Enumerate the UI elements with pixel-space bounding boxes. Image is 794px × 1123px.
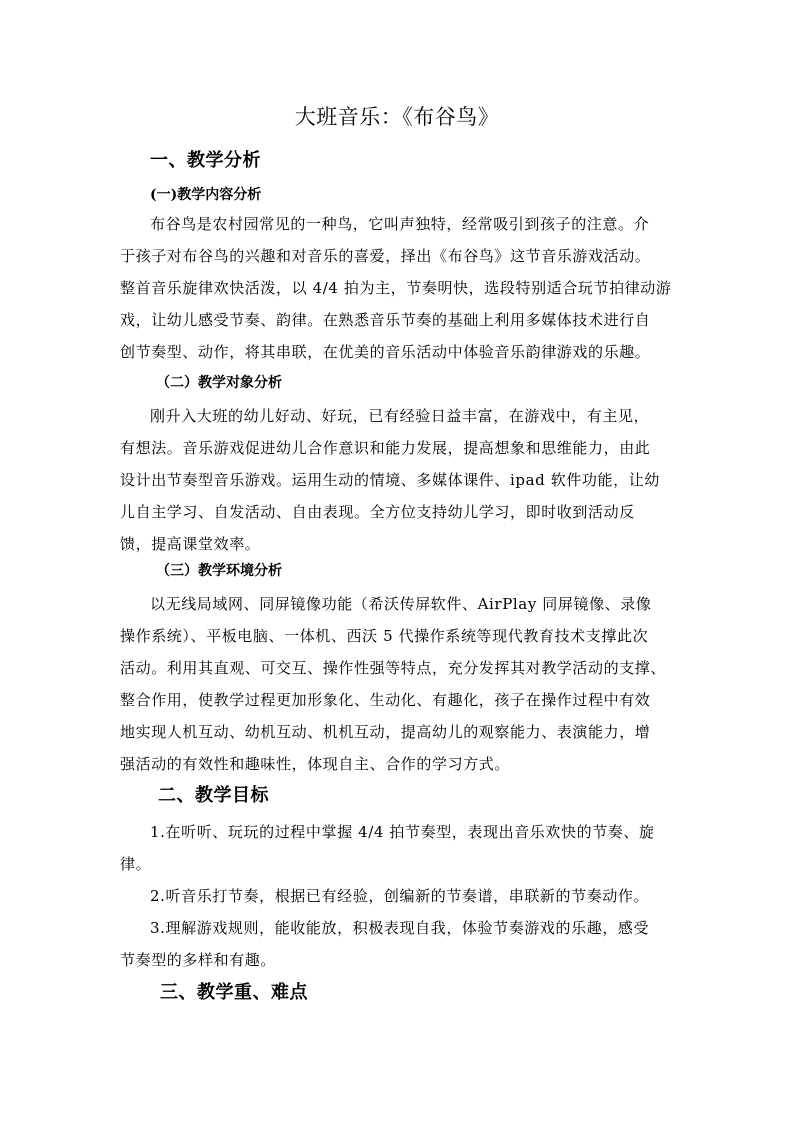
section-heading-teaching-goals: 二、教学目标 bbox=[158, 785, 269, 806]
goal-line: 2.听音乐打节奏，根据已有经验，创编新的节奏谱，串联新的节奏动作。 bbox=[150, 887, 650, 905]
subsection-heading-learner-analysis: （二）教学对象分析 bbox=[156, 375, 282, 391]
paragraph-line: 馈，提高课堂效率。 bbox=[120, 535, 261, 553]
paragraph-line: 整合作用，使教学过程更加形象化、生动化、有趣化，孩子在操作过程中有效 bbox=[120, 691, 651, 709]
paragraph-line: 儿自主学习、自发活动、自由表现。全方位支持幼儿学习，即时收到活动反 bbox=[120, 503, 635, 521]
document-title: 大班音乐：《布谷鸟》 bbox=[294, 105, 500, 129]
subsection-heading-content-analysis: (一)教学内容分析 bbox=[150, 187, 262, 203]
section-heading-key-points: 三、教学重、难点 bbox=[160, 982, 308, 1003]
paragraph-line: 地实现人机互动、幼机互动、机机互动，提高幼儿的观察能力、表演能力，增 bbox=[120, 723, 651, 741]
paragraph-line: 戏，让幼儿感受节奏、韵律。在熟悉音乐节奏的基础上利用多媒体技术进行自 bbox=[120, 311, 651, 329]
paragraph-line: 布谷鸟是农村园常见的一种鸟，它叫声独特，经常吸引到孩子的注意。介 bbox=[150, 215, 650, 233]
paragraph-line: 设计出节奏型音乐游戏。运用生动的情境、多媒体课件、ipad 软件功能，让幼 bbox=[120, 471, 660, 489]
paragraph-line: 有想法。音乐游戏促进幼儿合作意识和能力发展，提高想象和思维能力，由此 bbox=[120, 439, 651, 457]
goal-line: 3.理解游戏规则，能收能放，积极表现自我，体验节奏游戏的乐趣，感受 bbox=[150, 919, 650, 937]
paragraph-line: 创节奏型、动作，将其串联，在优美的音乐活动中体验音乐韵律游戏的乐趣。 bbox=[120, 343, 651, 361]
goal-line: 节奏型的多样和有趣。 bbox=[120, 951, 277, 969]
goal-line: 1.在听听、玩玩的过程中掌握 4/4 拍节奏型，表现出音乐欢快的节奏、旋 bbox=[150, 823, 655, 841]
paragraph-line: 刚升入大班的幼儿好动、好玩，已有经验日益丰富，在游戏中，有主见， bbox=[150, 407, 650, 425]
paragraph-line: 以无线局域网、同屏镜像功能（希沃传屏软件、AirPlay 同屏镜像、录像 bbox=[150, 595, 652, 613]
paragraph-line: 操作系统）、平板电脑、一体机、西沃 5 代操作系统等现代教育技术支撑此次 bbox=[120, 627, 649, 645]
paragraph-line: 整首音乐旋律欢快活泼，以 4/4 拍为主，节奏明快，选段特别适合玩节拍律动游 bbox=[120, 279, 672, 297]
subsection-heading-environment-analysis: （三）教学环境分析 bbox=[156, 563, 282, 579]
paragraph-line: 强活动的有效性和趣味性，体现自主、合作的学习方式。 bbox=[120, 755, 511, 773]
section-heading-teaching-analysis: 一、教学分析 bbox=[150, 150, 261, 171]
paragraph-line: 活动。利用其直观、可交互、操作性强等特点，充分发挥其对教学活动的支撑、 bbox=[120, 659, 667, 677]
goal-line: 律。 bbox=[120, 855, 152, 873]
paragraph-line: 于孩子对布谷鸟的兴趣和对音乐的喜爱，择出《布谷鸟》这节音乐游戏活动。 bbox=[120, 247, 651, 265]
